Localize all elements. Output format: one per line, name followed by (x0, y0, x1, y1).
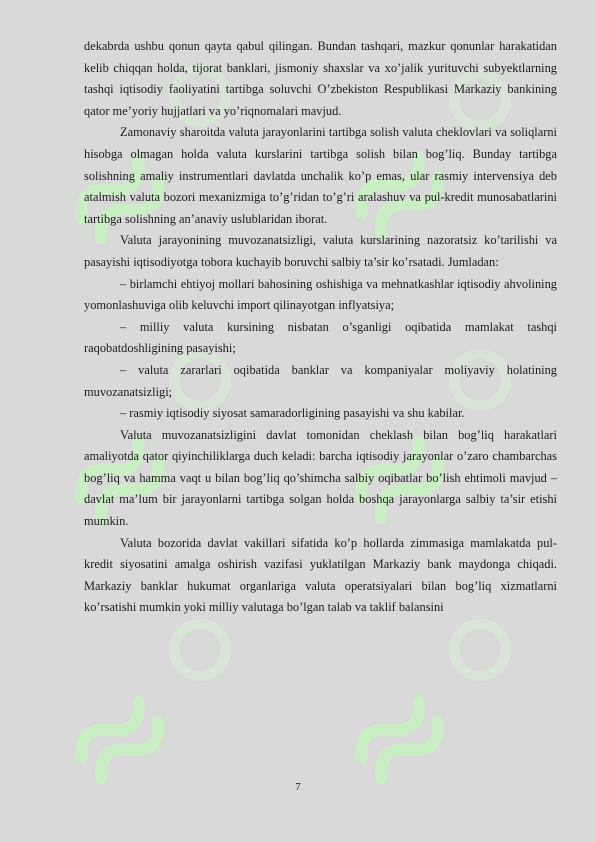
watermark-circle-icon (174, 624, 226, 676)
watermark-logo-icon (353, 693, 447, 787)
watermark-logo-icon (73, 693, 167, 787)
paragraph-1: dekabrda ushbu qonun qayta qabul qilingan. Bundan tashqari, mazkur qonunlar harakatidan kelib chiqqan holda, tijorat banklari, jismoniy shaxslar va xo’jalik yurituvchi subyektlarning tashqi iqtisodiy faoliyatini tartibga soluvchi O’zbekiston Respublikasi Markaziy bankining qator me’yoriy hujjatlari va yo’riqnomalari mavjud. (84, 39, 557, 118)
list-item-4: – rasmiy iqtisodiy siyosat samaradorligining pasayishi va shu kabilar. (120, 406, 465, 421)
watermark-circle-icon (454, 624, 506, 676)
paragraph-2: Zamonaviy sharoitda valuta jarayonlarini tartibga solish valuta cheklovlari va soliqlarni hisobga olmagan holda valuta kurslarini tartibga solish bilan bog’liq. Bunday tartibga solishning amaliy instrumentlari davlatda unchalik ko’p emas, ular rasmiy intervensiya deb atalmish valuta bozori mexanizmiga to’g’ridan to’g’ri aralashuv va pul-kredit munosabatlarini tartibga solishning an’anaviy uslublaridan iborat. (84, 125, 557, 226)
list-item-1: – birlamchi ehtiyoj mollari bahosining oshishiga va mehnatkashlar iqtisodiy ahvolining yomonlashuviga olib keluvchi import qilinayotgan inflyatsiya; (84, 276, 557, 313)
paragraph-5: Valuta bozorida davlat vakillari sifatida ko’p hollarda zimmasiga mamlakatda pul-kredit siyosatini amalga oshirish vazifasi yuklatilgan Markaziy bank maydonga chiqadi. Markaziy banklar hukumat organlariga valuta operatsiyalari bilan bog’liq xizmatlarni ko’rsatishi mumkin yoki milliy valutaga bo’lgan talab va taklif balansini (84, 535, 557, 615)
list-item-3: – valuta zararlari oqibatida banklar va kompaniyalar moliyaviy holatining muvozanatsizligi; (84, 362, 557, 399)
paragraph-3: Valuta jarayonining muvozanatsizligi, valuta kurslarining nazoratsiz ko’tarilishi va pasayishi iqtisodiyotga tobora kuchayib boruvchi salbiy ta’sir ko’rsatadi. Jumladan: (84, 233, 557, 269)
list-item-2: – milliy valuta kursining nisbatan o’sganligi oqibatida mamlakat tashqi raqobatdoshligining pasayishi; (84, 319, 557, 356)
document-page (84, 36, 557, 619)
paragraph-4: Valuta muvozanatsizligini davlat tomonidan cheklash bilan bog’liq harakatlari amaliyotda qator qiyinchiliklarga duch keladi: barcha iqtisodiy jarayonlar o’zaro chambarchas bog’liq va hamma vaqt u bilan bog’liq qo’shimcha salbiy oqibatlar bo’lish ehtimoli mavjud – davlat ma’lum bir jarayonlarni tartibga solgan holda boshqa jarayonlarga salbiy ta’sir etishi mumkin. (84, 427, 557, 529)
page-number: 7 (295, 781, 301, 793)
